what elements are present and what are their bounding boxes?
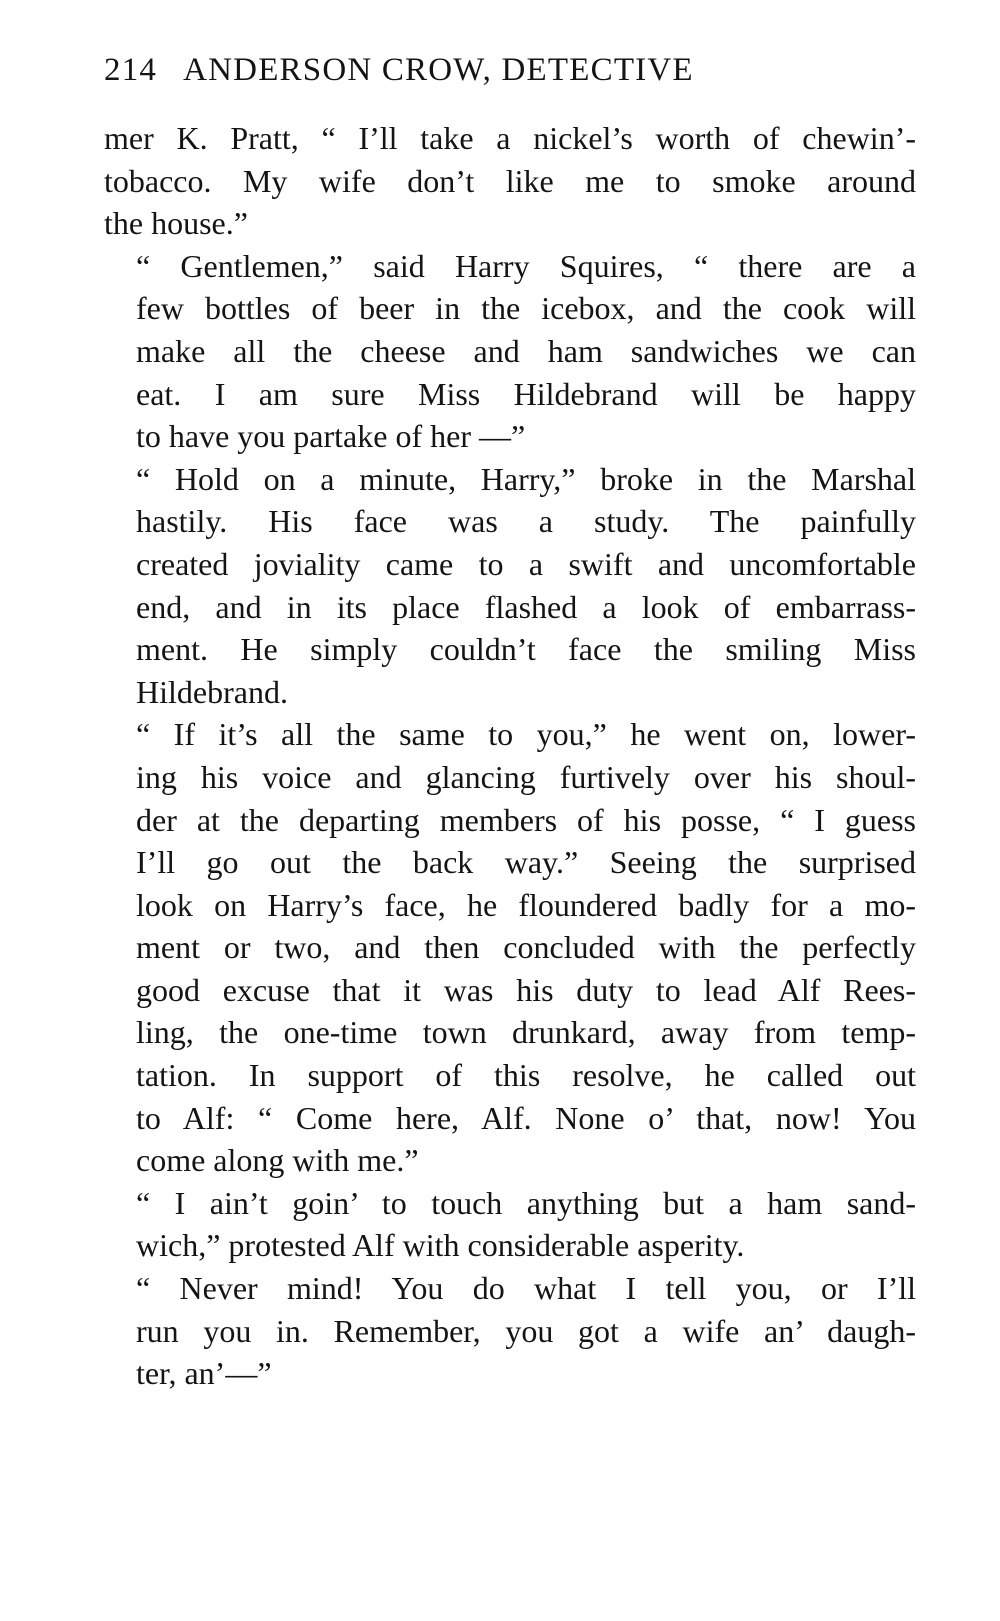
paragraph-3 [104,458,916,714]
paragraph-2 [104,245,916,458]
text-line: the house.” [104,205,248,242]
body-text [104,117,916,1395]
text-line: I’ll go out the back way.” Seeing the surprised [136,844,916,881]
paragraph-4 [104,713,916,1182]
paragraph-6 [104,1267,916,1395]
text-line: mer K. Pratt, “ I’ll take a nickel’s worth of chewin’- [104,120,916,156]
text-line: “ If it’s all the same to you,” he went on, lower- [136,716,916,753]
text-line: make all the cheese and ham sandwiches we can [136,332,916,369]
text-line: to Alf: “ Come here, Alf. None o’ that, now! You [136,1099,916,1136]
paragraph-5 [104,1182,916,1267]
running-title: ANDERSON CROW, DETECTIVE [183,52,694,88]
text-line: “ Gentlemen,” said Harry Squires, “ there are a [136,247,916,284]
text-line: end, and in its place flashed a look of embarrass- [136,588,916,625]
running-head [104,48,916,92]
text-line: “ Never mind! You do what I tell you, or I’ll [136,1270,916,1307]
text-line: come along with me.” [136,1142,419,1179]
text-line: Hildebrand. [136,673,288,710]
text-line: few bottles of beer in the icebox, and the cook will [136,290,916,327]
text-line: eat. I am sure Miss Hildebrand will be happy [136,375,916,412]
text-line: run you in. Remember, you got a wife an’ daugh- [136,1312,916,1349]
paragraph-1 [104,117,916,245]
page-number: 214 [104,52,158,88]
text-line: created joviality came to a swift and uncomfortable [136,545,916,582]
text-line: tobacco. My wife don’t like me to smoke around [104,162,916,199]
text-line: ling, the one-time town drunkard, away from temp- [136,1014,916,1051]
text-line: look on Harry’s face, he floundered badly for a mo- [136,886,916,923]
text-line: der at the departing members of his posse, “ I guess [136,801,916,838]
text-line: to have you partake of her —” [136,418,526,455]
text-line: “ I ain’t goin’ to touch anything but a ham sand- [136,1184,916,1221]
text-line: wich,” protested Alf with considerable asperity. [136,1227,745,1264]
text-line: “ Hold on a minute, Harry,” broke in the Marshal [136,460,916,497]
text-line: good excuse that it was his duty to lead Alf Rees- [136,971,916,1008]
text-line: ment. He simply couldn’t face the smiling Miss [136,631,916,668]
text-line: hastily. His face was a study. The painfully [136,503,916,540]
text-line: ter, an’—” [136,1355,272,1392]
text-line: ing his voice and glancing furtively over his shoul- [136,758,916,795]
text-line: tation. In support of this resolve, he called out [136,1057,916,1094]
text-line: ment or two, and then concluded with the perfectly [136,929,916,966]
